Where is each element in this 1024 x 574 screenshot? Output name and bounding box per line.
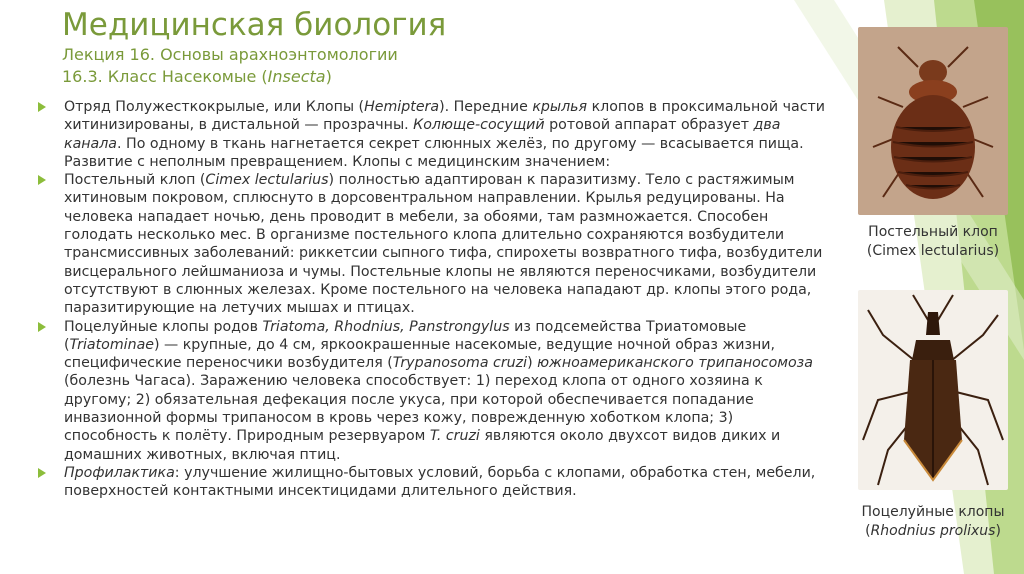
title-section-text: 16.3. Класс Насекомые ( <box>62 67 268 86</box>
kissing-bug-caption <box>848 503 1018 541</box>
slide-body <box>38 98 828 501</box>
title-lecture: Лекция 16. Основы арахноэнтомологии <box>62 45 398 64</box>
text: являются около двухсот видов диких и домашних животных, включая птиц. <box>64 428 781 463</box>
text-italic: Triatoma, Rhodnius, Panstrongylus <box>262 318 510 335</box>
title-section <box>62 66 822 88</box>
title-section-latin: Insecta <box>267 67 326 86</box>
text: ) <box>527 355 538 372</box>
caption-text: Поцелуйные клопы <box>861 504 1005 520</box>
text: : улучшение жилищно-бытовых условий, борьба с клопами, обработка стен, мебели, поверхностей контактными инсектицидами длительного действия. <box>64 464 816 500</box>
bullet-arrow-icon <box>38 322 46 332</box>
text: Отряд Полужесткокрылые, или Клопы ( <box>64 99 365 115</box>
caption-latin: Rhodnius prolixus <box>870 523 996 539</box>
kissing-bug-photo <box>858 290 1008 490</box>
bullet-arrow-icon <box>38 175 46 185</box>
text: ) полностью адаптирован к паразитизму. Тело с растяжимым хитиновым покровом, сплюснуто в дорсовентральном направлении. Крылья редуцированы. На человека нападает ночью, день проводит в мебели, за обоями, там размножается. Способен голодать несколько мес. В организме постельного клопа длительно сохраняются возбудители трансмиссивных заболеваний: риккетсии сыпного тифа, спирохеты возвратного тифа, возбудители висцерального лейшманиоза и чумы. Постельные клопы не являются переносчиками, возбудители отсутствуют в слюнных железах. Кроме постельного на человека нападают др. клопы этого рода, паразитирующие на летучих мышах и птицах. <box>64 172 823 317</box>
text-italic: Профилактика <box>64 464 175 481</box>
caption-latin: (Cimex lectularius) <box>866 243 1000 259</box>
bedbug-caption <box>848 223 1018 261</box>
text-italic: Hemiptera <box>364 99 440 115</box>
caption-paren: ) <box>995 523 1001 539</box>
text-italic: T. cruzi <box>429 428 480 445</box>
caption-text: Постельный клоп <box>868 224 998 240</box>
text-italic: Колюще-сосущий <box>413 117 545 134</box>
caption-latin-line <box>848 522 1018 541</box>
text: Поцелуйные клопы родов <box>64 318 263 335</box>
paragraph-kissing-bugs <box>38 318 828 464</box>
text: ) — крупные, до 4 см, яркоокрашенные насекомые, ведущие ночной образ жизни, специфические переносчики возбудителя ( <box>64 336 775 372</box>
text-italic: Cimex lectularius <box>205 172 329 189</box>
text: Постельный клоп ( <box>64 172 206 189</box>
text-italic: южноамериканского трипаносомоза <box>537 355 813 372</box>
bullet-arrow-icon <box>38 102 46 112</box>
paragraph-prevention <box>38 464 828 501</box>
caption-paren: ( <box>865 523 871 539</box>
bedbug-photo <box>858 27 1008 215</box>
text-italic: Triatominae <box>69 336 154 353</box>
text: ротовой аппарат образует <box>544 117 754 134</box>
text: из подсемейства Триатомовые ( <box>64 318 747 353</box>
text: ). Передние <box>439 99 533 115</box>
text: (болезнь Чагаса). Заражению человека способствует: 1) переход клопа от одного хозяина к другому; 2) обязательная дефекация после укуса, при которой обеспечивается попадание инвазионной формы трипаносом в кровь через кожу, поврежденную хоботком клопа; 3) способность к полёту. Природным резервуаром <box>64 373 763 445</box>
text-italic: крылья <box>532 99 588 115</box>
paragraph-hemiptera <box>38 98 828 171</box>
title-main: Медицинская биология <box>62 7 447 43</box>
text: клопов в проксимальной части хитинизированы, в дистальной — прозрачны. <box>64 99 826 134</box>
title-section-close: ) <box>325 67 332 86</box>
text-italic: два канала <box>64 117 781 152</box>
bullet-arrow-icon <box>38 468 46 478</box>
slide-title <box>62 6 822 88</box>
text: . По одному в ткань нагнетается секрет слюнных желёз, по другому — всасывается пища. Развитие с неполным превращением. Клопы с медицинским значением: <box>64 135 804 170</box>
paragraph-bedbug <box>38 171 828 317</box>
text-italic: Trypanosoma cruzi <box>392 355 528 372</box>
